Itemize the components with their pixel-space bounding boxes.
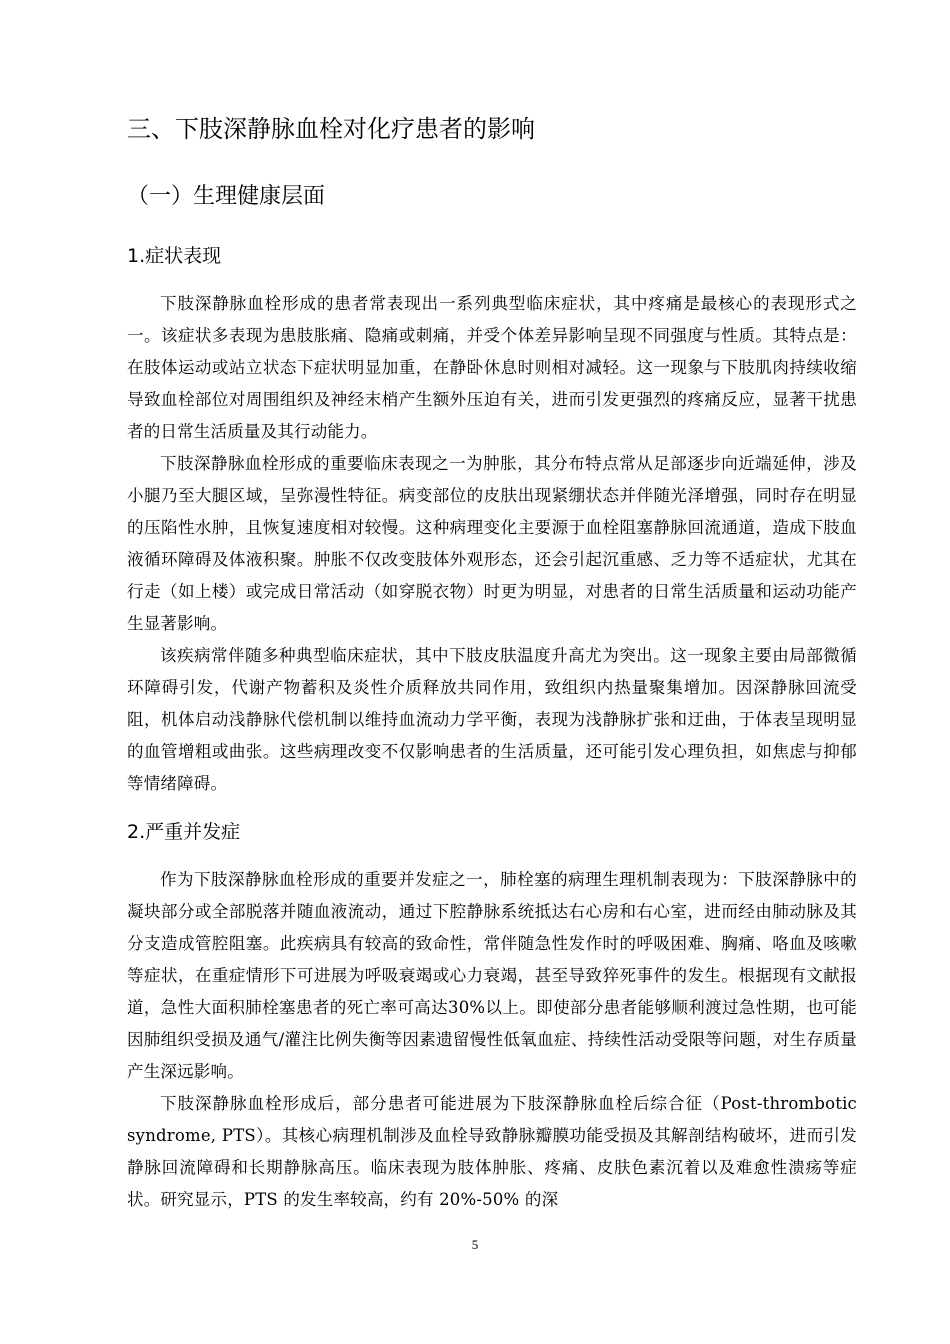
heading-complications: 2.严重并发症 [127,821,241,843]
paragraph-pulmonary-embolism: 作为下肢深静脉血栓形成的重要并发症之一，肺栓塞的病理生理机制表现为：下肢深静脉中的凝块部分或全部脱落并随血液流动，通过下腔静脉系统抵达右心房和右心室，进而经由肺动脉及其分支造成管腔阻塞。此疾病具有较高的致命性，常伴随急性发作时的呼吸困难、胸痛、咯血及咳嗽等症状，在重症情形下可进展为呼吸衰竭或心力衰竭，甚至导致猝死事件的发生。根据现有文献报道，急性大面积肺栓塞患者的死亡率可高达30%以上。即使部分患者能够顺利渡过急性期，也可能因肺组织受损及通气/灌注比例失衡等因素遗留慢性低氧血症、持续性活动受限等问题，对生存质量产生深远影响。 [127,870,857,1081]
paragraph-pain: 下肢深静脉血栓形成的患者常表现出一系列典型临床症状，其中疼痛是最核心的表现形式之一。该症状多表现为患肢胀痛、隐痛或刺痛，并受个体差异影响呈现不同强度与性质。其特点是：在肢体运动或站立状态下症状明显加重，在静卧休息时则相对减轻。这一现象与下肢肌肉持续收缩导致血栓部位对周围组织及神经末梢产生额外压迫有关，进而引发更强烈的疼痛反应，显著干扰患者的日常生活质量及其行动能力。 [127,294,857,441]
paragraph-skin-temperature: 该疾病常伴随多种典型临床症状，其中下肢皮肤温度升高尤为突出。这一现象主要由局部微循环障碍引发，代谢产物蓄积及炎性介质释放共同作用，致组织内热量聚集增加。因深静脉回流受阻，机体启动浅静脉代偿机制以维持血流动力学平衡，表现为浅静脉扩张和迂曲，于体表呈现明显的血管增粗或曲张。这些病理改变不仅影响患者的生活质量，还可能引发心理负担，如焦虑与抑郁等情绪障碍。 [127,646,857,793]
subsection-title: （一）生理健康层面 [127,184,326,209]
paragraph-swelling: 下肢深静脉血栓形成的重要临床表现之一为肿胀，其分布特点常从足部逐步向近端延伸，涉及小腿乃至大腿区域，呈弥漫性特征。病变部位的皮肤出现紧绷状态并伴随光泽增强，同时存在明显的压陷性水肿，且恢复速度相对较慢。这种病理变化主要源于血栓阻塞静脉回流通道，造成下肢血液循环障碍及体液积聚。肿胀不仅改变肢体外观形态，还会引起沉重感、乏力等不适症状，尤其在行走（如上楼）或完成日常活动（如穿脱衣物）时更为明显，对患者的日常生活质量和运动功能产生显著影响。 [127,454,857,633]
heading-symptoms: 1.症状表现 [127,245,222,267]
section-title: 三、下肢深静脉血栓对化疗患者的影响 [127,115,535,143]
page-content [127,112,857,1216]
paragraph-pts: 下肢深静脉血栓形成后，部分患者可能进展为下肢深静脉血栓后综合征（Post-thrombotic syndrome, PTS）。其核心病理机制涉及血栓导致静脉瓣膜功能受损及其解剖结构破坏，进而引发静脉回流障碍和长期静脉高压。临床表现为肢体肿胀、疼痛、皮肤色素沉着以及难愈性溃疡等症状。研究显示，PTS 的发生率较高，约有 20%-50% 的深 [127,1094,857,1209]
page-number: 5 [471,1237,479,1252]
